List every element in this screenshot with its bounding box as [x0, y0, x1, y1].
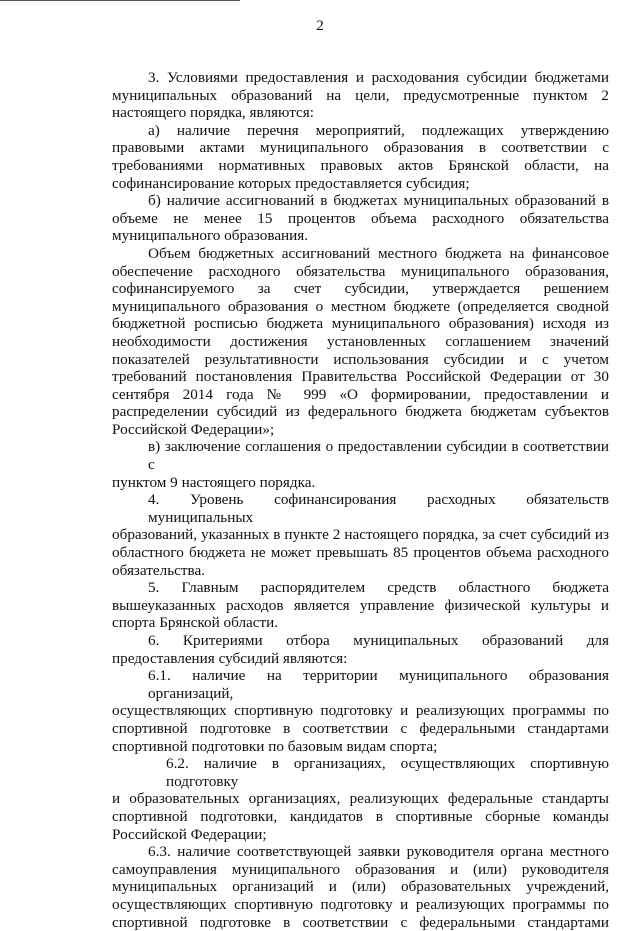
text-line: Российской Федерации»;: [112, 421, 609, 439]
text-line: 5. Главным распорядителем средств областного бюджета: [112, 579, 609, 597]
paragraph: [112, 632, 609, 667]
paragraph: [112, 843, 609, 931]
text-line: софинансирование которых предоставляется субсидия;: [112, 175, 609, 193]
page-number: 2: [0, 18, 640, 36]
text-line: муниципального образования о местном бюджете (определяется сводной: [112, 298, 609, 316]
text-line: муниципального образования.: [112, 227, 609, 245]
text-line: обеспечение расходного обязательства муниципального образования,: [112, 263, 609, 281]
text-line: образований, указанных в пункте 2 настоящего порядка, за счет субсидий из: [112, 526, 609, 544]
text-line: самоуправления муниципального образования и (или) руководителя: [112, 861, 609, 879]
text-line: вышеуказанных расходов является управление физической культуры и: [112, 597, 609, 615]
text-line: Российской Федерации;: [112, 826, 609, 844]
text-line: настоящего порядка, являются:: [112, 104, 609, 122]
text-line: муниципальных организаций и (или) образовательных учреждений,: [112, 878, 609, 896]
paragraph: [112, 69, 609, 122]
text-line: спортивной подготовки по базовым видам спорта;: [112, 738, 609, 756]
text-line: необходимости достижения установленных соглашением значений: [112, 333, 609, 351]
text-line: областного бюджета не может превышать 85 процентов объема расходного: [112, 544, 609, 562]
text-line: 3. Условиями предоставления и расходования субсидии бюджетами: [112, 69, 609, 87]
scan-edge-line: [0, 0, 240, 1]
text-line: спортивной подготовке в соответствии с федеральными стандартами: [112, 720, 609, 738]
text-line: и образовательных организациях, реализующих федеральные стандарты: [112, 790, 609, 808]
text-line: спортивной подготовке в соответствии с федеральными стандартами: [112, 914, 609, 931]
document-body: [112, 69, 609, 931]
text-line: муниципальных образований на цели, предусмотренные пунктом 2: [112, 87, 609, 105]
text-line: 6.1. наличие на территории муниципального образования организаций,: [112, 667, 609, 702]
text-line: 4. Уровень софинансирования расходных обязательств муниципальных: [112, 491, 609, 526]
text-line: спортивной подготовки, кандидатов в спортивные сборные команды: [112, 808, 609, 826]
text-line: осуществляющих спортивную подготовку и реализующих программы по: [112, 702, 609, 720]
text-line: предоставления субсидий являются:: [112, 650, 609, 668]
paragraph: [112, 755, 609, 843]
text-line: бюджетной росписью бюджета муниципального образования) исходя из: [112, 315, 609, 333]
text-line: распределении субсидий из федерального бюджета бюджетам субъектов: [112, 403, 609, 421]
text-line: 6. Критериями отбора муниципальных образований для: [112, 632, 609, 650]
paragraph: [112, 667, 609, 755]
text-line: требованиями нормативных правовых актов Брянской области, на: [112, 157, 609, 175]
text-line: пунктом 9 настоящего порядка.: [112, 474, 609, 492]
text-line: 6.2. наличие в организациях, осуществляющих спортивную подготовку: [112, 755, 609, 790]
text-line: спорта Брянской области.: [112, 614, 609, 632]
text-line: в) заключение соглашения о предоставлении субсидии в соответствии с: [112, 438, 609, 473]
paragraph: [112, 245, 609, 439]
text-line: сентября 2014 года № 999 «О формировании, предоставлении и: [112, 386, 609, 404]
text-line: обязательства.: [112, 562, 609, 580]
text-line: софинансируемого за счет субсидии, утверждается решением: [112, 280, 609, 298]
text-line: Объем бюджетных ассигнований местного бюджета на финансовое: [112, 245, 609, 263]
text-line: осуществляющих спортивную подготовку и реализующих программы по: [112, 896, 609, 914]
text-line: а) наличие перечня мероприятий, подлежащих утверждению: [112, 122, 609, 140]
paragraph: [112, 122, 609, 192]
text-line: показателей результативности использования субсидии и с учетом: [112, 351, 609, 369]
text-line: требований постановления Правительства Российской Федерации от 30: [112, 368, 609, 386]
paragraph: [112, 192, 609, 245]
text-line: объеме не менее 15 процентов объема расходного обязательства: [112, 210, 609, 228]
text-line: правовыми актами муниципального образования в соответствии с: [112, 139, 609, 157]
paragraph: [112, 579, 609, 632]
text-line: б) наличие ассигнований в бюджетах муниципальных образований в: [112, 192, 609, 210]
text-line: 6.3. наличие соответствующей заявки руководителя органа местного: [112, 843, 609, 861]
paragraph: [112, 491, 609, 579]
paragraph: [112, 438, 609, 491]
